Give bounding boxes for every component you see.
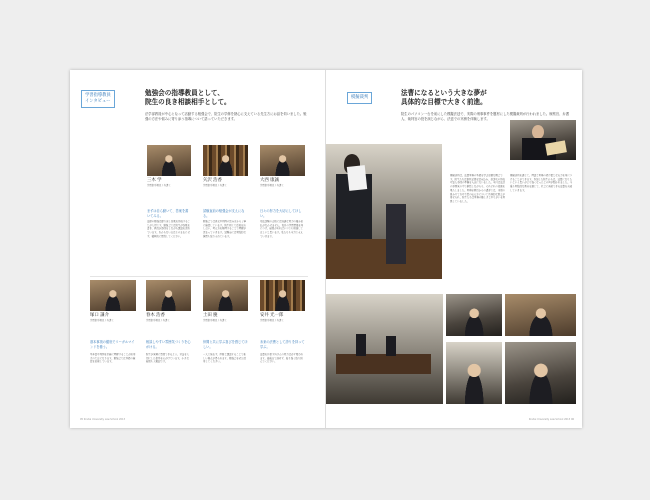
section-tag-mock-trial: 模擬裁判: [347, 92, 372, 104]
interviewee-role: 学習指導教員 / 弁護士: [90, 319, 114, 322]
right-page: [326, 70, 582, 428]
headline-line-1: 法曹になるという大きな夢が: [401, 89, 487, 97]
interviewee-name: 三木 学: [147, 178, 162, 183]
left-lead-text: 法学部教員が中心となって活動する勉強会で、院生の学修を熱心に支えている先生方にお話を伺いました。勉強の方法や悩みに寄り添う指導について語っていただきます。: [145, 112, 307, 121]
brochure-spread: [70, 70, 582, 428]
mock-trial-judge-photo: [510, 120, 576, 160]
interviewee-photo: [260, 145, 305, 176]
interview-body: 法律の勉強は繰り返し答案を作成することが大切です。勉強会では院生が答案を書き、教員が添削をしながら議論を深めています。わからない点はそのままにせず、積極的に質問してください。: [147, 220, 191, 238]
interview-body: 法曹を目指す皆さんの努力は必ず報われます。最後まで諦めず、粘り強く取り組んでください。: [260, 353, 304, 364]
mock-trial-main-photo: [326, 144, 442, 279]
interviewee-role: 学習指導教員 / 弁護士: [203, 184, 227, 187]
interview-subhead: 試験直前の勉強会が支えになる。: [203, 209, 245, 218]
trial-scene-photo: [446, 294, 502, 336]
trial-scene-photo: [446, 342, 502, 404]
interviewee-role: 学習指導教員 / 弁護士: [260, 184, 284, 187]
interviewee-name: 大西 康誠: [260, 178, 279, 183]
tag-line-1: 学習指導教員: [85, 93, 111, 98]
headline-line-2: 院生の良き相談相手として。: [145, 98, 231, 106]
interviewee-photo: [147, 145, 191, 176]
interviewee-photo: [90, 280, 136, 311]
left-headline: [145, 89, 315, 107]
interview-body: 一人で悩まず、仲間と議論することで新しい視点が得られます。勉強会をぜひ活用してください。: [203, 353, 246, 364]
interview-body: 院生が気軽に質問できるよう、対話を大切にした指導を心がけています。小さな疑問も大歓迎です。: [146, 353, 190, 364]
headline-line-1: 勉強会の指導教員として、: [145, 89, 224, 97]
interviewee-name: 矢沢 浩香: [203, 178, 222, 183]
interviewee-photo: [146, 280, 191, 311]
interviewee-role: 学習指導教員 / 弁護士: [203, 319, 227, 322]
interview-body: 基本書や判例を正確に理解することが応用力の土台になります。勉強会では基礎の確認を重視しています。: [90, 353, 136, 364]
interviewee-photo: [260, 280, 305, 311]
interview-subhead: 日々の努力を大切にしてほしい。: [260, 209, 302, 218]
headline-line-2: 具体的な目標で大きく前進。: [401, 98, 487, 106]
interviewee-name: 土田 慶: [203, 313, 218, 318]
page-footer-left: 05 Kindai University Law School 2013: [80, 418, 126, 421]
right-lead-text: 院生のパソコン一台を前にした模擬法廷で、実際の刑事事件を題材にした模擬裁判が行われました。検察官、弁護人、裁判官の役を演じながら、法廷での実務を体験します。: [401, 112, 570, 121]
courtroom-overview-photo: [326, 294, 443, 404]
interview-body: 勉強会では条文や判例の読み方から丁寧に確認しています。院生同士で意見を出し合い、考え方を整理することで理解が深まっていきます。試験前には実践的な演習も取り入れています。: [203, 220, 247, 238]
interviewee-role: 学習指導教員 / 弁護士: [260, 319, 284, 322]
article-body-col2: 模擬裁判を通じて、理論と実務の架け橋となる力を身につけることができます。参加した院生からは、法曹になりたいという思いがより強くなったとの声が聞かれました。今後も実践的な教育を通じて、社会に貢献できる法曹を育成していきます。: [510, 174, 573, 192]
interview-subhead: 仲間と共に学ぶ喜びを感じてほしい。: [203, 340, 248, 349]
interviewee-role: 学習指導教員 / 弁護士: [146, 319, 170, 322]
section-tag-interview: [81, 90, 115, 108]
interviewee-name: 安井 光一郎: [260, 313, 284, 318]
page-footer-right: Kindai University Law School 2013 06: [528, 418, 574, 421]
interviewee-photo: [203, 145, 248, 176]
trial-scene-photo: [505, 294, 576, 336]
interviewee-name: 春木 浩香: [146, 313, 165, 318]
interview-body: 司法試験の合格には地道な努力の積み重ねが欠かせません。毎日の学習習慣を身につけ、疑問があればいつでも相談してほしいと思います。私たちも全力で支えていきます。: [260, 220, 304, 238]
interview-subhead: 相談しやすい雰囲気づくりを心がける。: [146, 340, 191, 349]
left-page: [70, 70, 325, 428]
tag-line-2: インタビュー: [85, 99, 111, 104]
trial-scene-photo: [505, 342, 576, 404]
interview-subhead: まずは自ら動いて、答案を書いてみる。: [147, 209, 189, 218]
right-headline: [401, 89, 571, 107]
interview-subhead: 未来の法曹として誇りを持って学ぶ。: [260, 340, 305, 349]
interviewee-role: 学習指導教員 / 弁護士: [147, 184, 171, 187]
divider: [90, 276, 308, 277]
interviewee-photo: [203, 280, 248, 311]
article-body-col1: 模擬裁判は、法曹実務の基礎を学ぶ重要な機会です。院生たちは事件記録を読み込み、起訴状の作成や証人尋問の準備を入念に行いました。当日は法廷の雰囲気の中で緊張しながらも、それぞれの役割を果たしました。実務家教員からの講評では、尋問の組み立て方や主張の伝え方について具体的な助言が寄せられ、院生たちは実務の難しさとやりがいを実感していました。: [450, 174, 506, 203]
interview-subhead: 基本事項の徹底でリーガルマインドを養う。: [90, 340, 135, 349]
interviewee-name: 塚口 謙介: [90, 313, 109, 318]
